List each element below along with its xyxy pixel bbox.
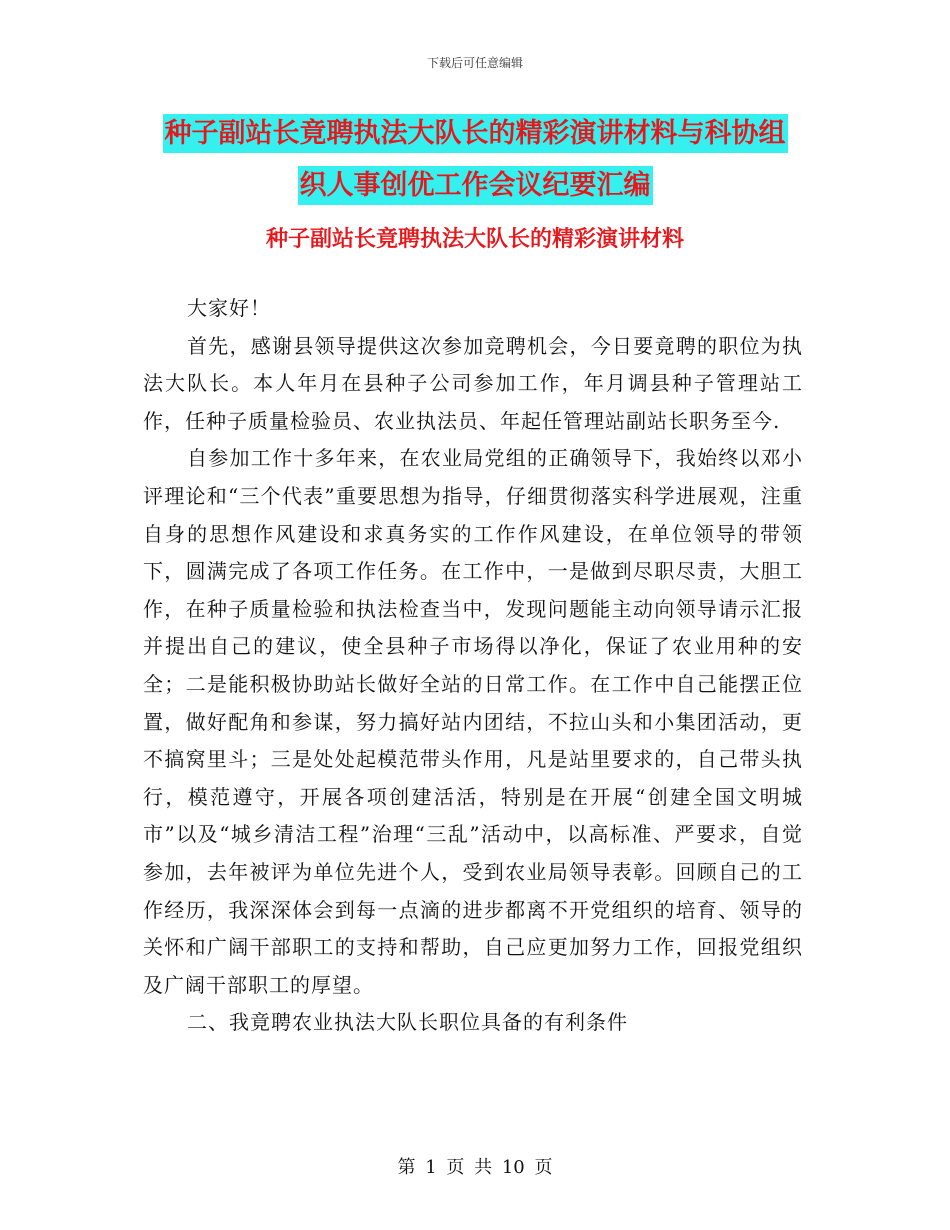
document-title-line-2: 织人事创优工作会议纪要汇编 (298, 166, 653, 205)
paragraph-heading-2: 二、我竟聘农业执法大队长职位具备的有利条件 (187, 1010, 628, 1035)
document-title (60, 108, 890, 212)
paragraph-intro: 首先，感谢县领导提供这次参加竞聘机会，今日要竟聘的职位为执法大队长。本人年月在县种子公司参加工作，年月调县种子管理站工作，任种子质量检验员、农业执法员、年起任管理站副站长职务至今. (143, 333, 803, 433)
header-note: 下载后可任意编辑 (426, 56, 523, 70)
page-number: 第 1 页 共 10 页 (397, 1157, 553, 1178)
paragraph-greeting: 大家好！ (187, 296, 271, 320)
document-title-line-1: 种子副站长竟聘执法大队长的精彩演讲材料与科协组 (163, 114, 788, 153)
paragraph-experience: 自参加工作十多年来，在农业局党组的正确领导下，我始终以邓小评理论和“三个代表”重要思想为指导，仔细贯彻落实科学进展观，注重自身的思想作风建设和求真务实的工作作风建设，在单位领导的带领下，圆满完成了各项工作任务。在工作中，一是做到尽职尽责，大胆工作，在种子质量检验和执法检查当中，发现问题能主动向领导请示汇报并提出自己的建议，使全县种子市场得以净化，保证了农业用种的安全；二是能积极协助站长做好全站的日常工作。在工作中自己能摆正位置，做好配角和参谋，努力搞好站内团结，不拉山头和小集团活动，更不搞窝里斗；三是处处起模范带头作用，凡是站里要求的，自己带头执行，模范遵守，开展各项创建活活，特别是在开展“创建全国文明城市”以及“城乡清洁工程”治理“三乱”活动中，以高标准、严要求，自觉参加，去年被评为单位先进个人，受到农业局领导表彰。回顾自己的工作经历，我深深体会到每一点滴的进步都离不开党组织的培育、领导的关怀和广阔干部职工的支持和帮助，自己应更加努力工作，回报党组织及广阔干部职工的厚望。 (143, 446, 803, 997)
body-text (143, 290, 803, 1042)
section-title: 种子副站长竟聘执法大队长的精彩演讲材料 (265, 227, 684, 252)
